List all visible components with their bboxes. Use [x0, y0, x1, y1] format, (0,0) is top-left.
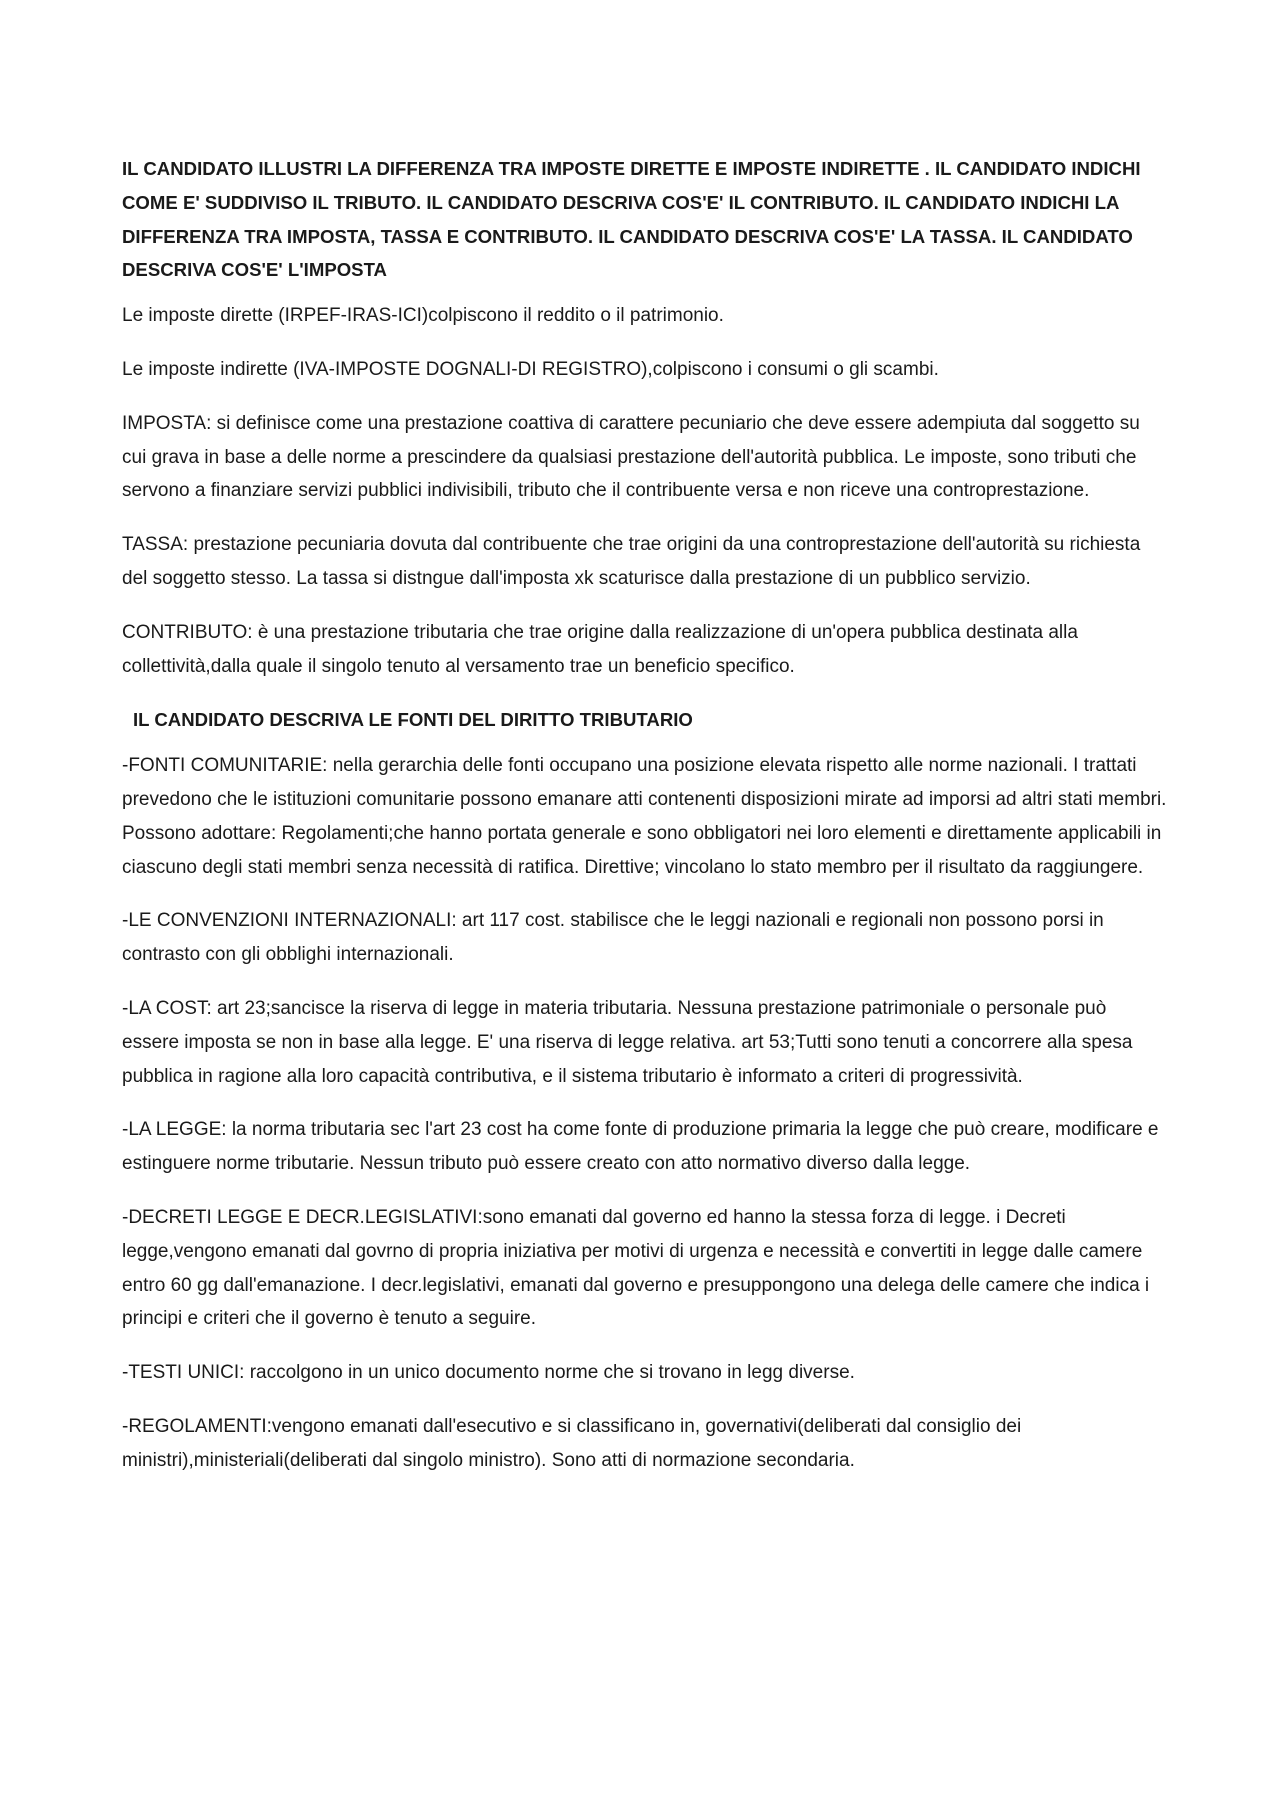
- paragraph-testi-unici: -TESTI UNICI: raccolgono in un unico documento norme che si trovano in legg diverse.: [122, 1362, 855, 1384]
- paragraph-decreti: -DECRETI LEGGE E DECR.LEGISLATIVI:sono emanati dal governo ed hanno la stessa forza di legge. i Decreti legge,vengono emanati dal govrno di propria iniziativa per motivi di urgenza e necessità e convertiti in legge dalle camere entro 60 gg dall'emanazione. I decr.legislativi, emanati dal governo e presuppongono una delega delle camere che indica i principi e criteri che il governo è tenuto a seguire.: [122, 1206, 1150, 1330]
- document-page: [122, 152, 1168, 1498]
- heading-imposte: IL CANDIDATO ILLUSTRI LA DIFFERENZA TRA IMPOSTE DIRETTE E IMPOSTE INDIRETTE . IL CANDIDATO INDICHI COME E' SUDDIVISO IL TRIBUTO. IL CANDIDATO DESCRIVA COS'E' IL CONTRIBUTO. IL CANDIDATO INDICHI LA DIFFERENZA TRA IMPOSTA, TASSA E CONTRIBUTO. IL CANDIDATO DESCRIVA COS'E' LA TASSA. IL CANDIDATO DESCRIVA COS'E' L'IMPOSTA: [122, 158, 1141, 281]
- paragraph-legge: -LA LEGGE: la norma tributaria sec l'art 23 cost ha come fonte di produzione primaria la legge che può creare, modificare e estinguere norme tributarie. Nessun tributo può essere creato con atto normativo diverso dalla legge.: [122, 1119, 1159, 1175]
- paragraph-costituzione: -LA COST: art 23;sancisce la riserva di legge in materia tributaria. Nessuna prestazione patrimoniale o personale può essere imposta se non in base alla legge. E' una riserva di legge relativa. art 53;Tutti sono tenuti a concorrere alla spesa pubblica in ragione alla loro capacità contributiva, e il sistema tributario è informato a criteri di progressività.: [122, 997, 1133, 1087]
- heading-fonti: IL CANDIDATO DESCRIVA LE FONTI DEL DIRITTO TRIBUTARIO: [133, 709, 693, 731]
- paragraph-imposte-dirette: Le imposte dirette (IRPEF-IRAS-ICI)colpiscono il reddito o il patrimonio.: [122, 305, 724, 327]
- paragraph-imposta: IMPOSTA: si definisce come una prestazione coattiva di carattere pecuniario che deve essere adempiuta dal soggetto su cui grava in base a delle norme a prescindere da qualsiasi prestazione dell'autorità pubblica. Le imposte, sono tributi che servono a finanziare servizi pubblici indivisibili, tributo che il contribuente versa e non riceve una controprestazione.: [122, 412, 1140, 502]
- paragraph-convenzioni: -LE CONVENZIONI INTERNAZIONALI: art 117 cost. stabilisce che le leggi nazionali e regionali non possono porsi in contrasto con gli obblighi internazionali.: [122, 910, 1104, 966]
- paragraph-tassa: TASSA: prestazione pecuniaria dovuta dal contribuente che trae origini da una controprestazione dell'autorità su richiesta del soggetto stesso. La tassa si distngue dall'imposta xk scaturisce dalla prestazione di un pubblico servizio.: [122, 534, 1141, 589]
- paragraph-regolamenti: -REGOLAMENTI:vengono emanati dall'esecutivo e si classificano in, governativi(deliberati dal consiglio dei ministri),ministeriali(deliberati dal singolo ministro). Sono atti di normazione secondaria.: [122, 1415, 1022, 1471]
- paragraph-fonti-comunitarie: -FONTI COMUNITARIE: nella gerarchia delle fonti occupano una posizione elevata rispetto alle norme nazionali. I trattati prevedono che le istituzioni comunitarie possono emanare atti contenenti disposizioni mirate ad imporsi ad altri stati membri. Possono adottare: Regolamenti;che hanno portata generale e sono obbligatori nei loro elementi e direttamente applicabili in ciascuno degli stati membri senza necessità di ratifica. Direttive; vincolano lo stato membro per il risultato da raggiungere.: [122, 755, 1167, 878]
- paragraph-contributo: CONTRIBUTO: è una prestazione tributaria che trae origine dalla realizzazione di un'opera pubblica destinata alla collettività,dalla quale il singolo tenuto al versamento trae un beneficio specifico.: [122, 621, 1078, 677]
- paragraph-imposte-indirette: Le imposte indirette (IVA-IMPOSTE DOGNALI-DI REGISTRO),colpiscono i consumi o gli scambi.: [122, 358, 939, 380]
